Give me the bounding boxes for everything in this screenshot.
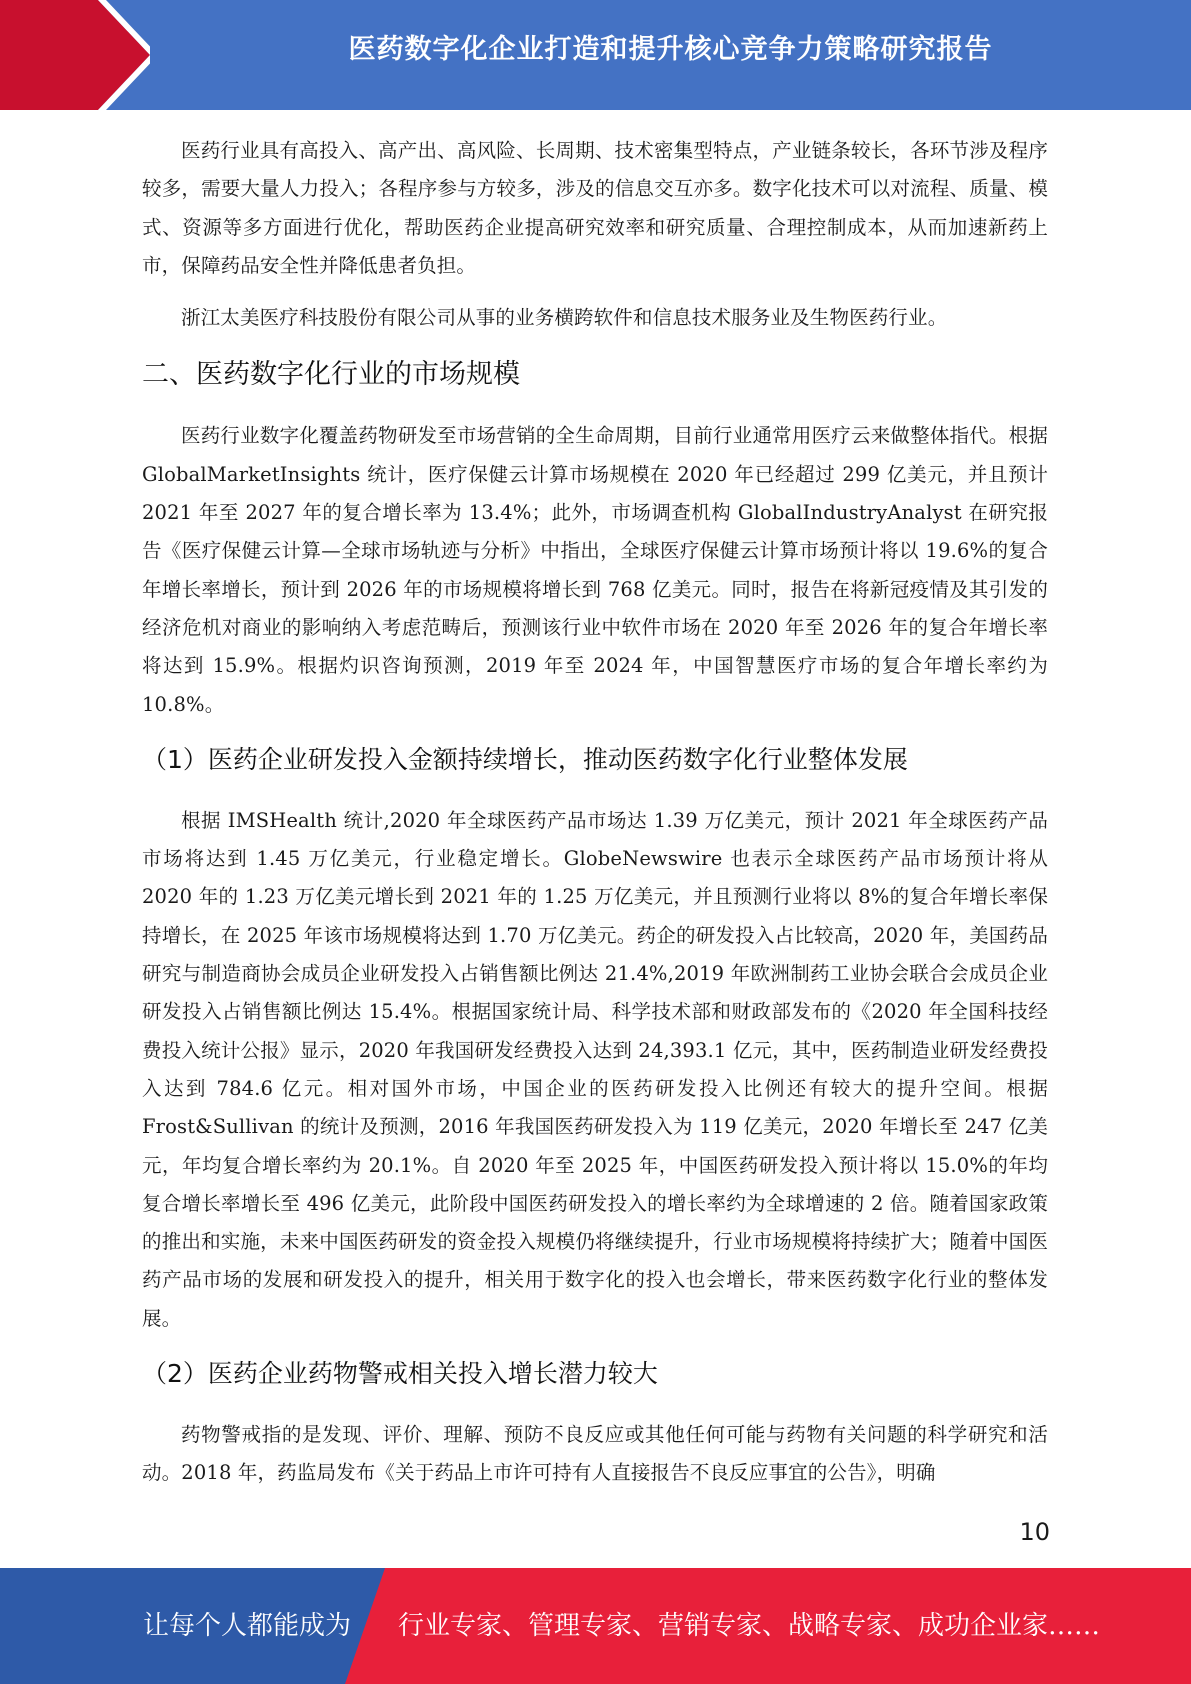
- document-body: [142, 132, 1048, 1493]
- paragraph-company: 浙江太美医疗科技股份有限公司从事的业务横跨软件和信息技术服务业及生物医药行业。: [181, 306, 948, 330]
- paragraph-intro: 医药行业具有高投入、高产出、高风险、长周期、技术密集型特点，产业链条较长，各环节涉及程序较多，需要大量人力投入；各程序参与方较多，涉及的信息交互亦多。数字化技术可以对流程、质量、模式、资源等多方面进行优化，帮助医药企业提高研究效率和研究质量、合理控制成本，从而加速新药上市，保障药品安全性并降低患者负担。: [142, 139, 1048, 277]
- paragraph-pharmacovigilance: 药物警戒指的是发现、评价、理解、预防不良反应或其他任何可能与药物有关问题的科学研究和活动。2018 年，药监局发布《关于药品上市许可持有人直接报告不良反应事宜的公告》，明确: [142, 1423, 1048, 1485]
- footer-slogan-roles: 行业专家、管理专家、营销专家、战略专家、成功企业家……: [398, 1611, 1101, 1641]
- footer-slogan-lead: 让每个人都能成为: [143, 1611, 352, 1641]
- page-footer: [0, 1568, 1191, 1684]
- subheading-rd-investment: （1）医药企业研发投入金额持续增长，推动医药数字化行业整体发展: [142, 744, 908, 774]
- document-title: 医药数字化企业打造和提升核心竞争力策略研究报告: [348, 34, 993, 65]
- paragraph-rd-investment: 根据 IMSHealth 统计,2020 年全球医药产品市场达 1.39 万亿美元，预计 2021 年全球医药产品市场将达到 1.45 万亿美元，行业稳定增长。GlobeNewswire 也表示全球医药产品市场预计将从 2020 年的 1.23 万亿美元增长到 2021 年的 1.25 万亿美元，并且预测行业将以 8%的复合年增长率保持增长，在 2025 年该市场规模将达到 1.70 万亿美元。药企的研发投入占比较高，2020 年，美国药品研究与制造商协会成员企业研发投入占销售额比例达 21.4%,2019 年欧洲制药工业协会联合会成员企业研发投入占销售额比例达 15.4%。根据国家统计局、科学技术部和财政部发布的《2020 年全国科技经费投入统计公报》显示，2020 年我国研发经费投入达到 24,393.1 亿元，其中，医药制造业研发经费投入达到 784.6 亿元。相对国外市场，中国企业的医药研发投入比例还有较大的提升空间。根据 Frost&Sullivan 的统计及预测，2016 年我国医药研发投入为 119 亿美元，2020 年增长至 247 亿美元，年均复合增长率约为 20.1%。自 2020 年至 2025 年，中国医药研发投入预计将以 15.0%的年均复合增长率增长至 496 亿美元，此阶段中国医药研发投入的增长率约为全球增速的 2 倍。随着国家政策的推出和实施，未来中国医药研发的资金投入规模仍将继续提升，行业市场规模将持续扩大；随着中国医药产品市场的发展和研发投入的提升，相关用于数字化的投入也会增长，带来医药数字化行业的整体发展。: [142, 808, 1048, 1330]
- page-number: 10: [1019, 1518, 1050, 1546]
- subheading-pharmacovigilance: （2）医药企业药物警戒相关投入增长潜力较大: [142, 1359, 658, 1389]
- header-arrow-decoration: [0, 0, 150, 110]
- paragraph-market-size: 医药行业数字化覆盖药物研发至市场营销的全生命周期，目前行业通常用医疗云来做整体指代。根据 GlobalMarketInsights 统计，医疗保健云计算市场规模在 2020 年已经超过 299 亿美元，并且预计 2021 年至 2027 年的复合增长率为 13.4%；此外，市场调查机构 GlobalIndustryAnalyst 在研究报告《医疗保健云计算—全球市场轨迹与分析》中指出，全球医疗保健云计算市场预计将以 19.6%的复合年增长率增长，预计到 2026 年的市场规模将增长到 768 亿美元。同时，报告在将新冠疫情及其引发的经济危机对商业的影响纳入考虑范畴后，预测该行业中软件市场在 2020 年至 2026 年的复合年增长率将达到 15.9%。根据灼识咨询预测，2019 年至 2024 年，中国智慧医疗市场的复合年增长率约为 10.8%。: [142, 424, 1048, 716]
- section-heading-market-size: 二、医药数字化行业的市场规模: [142, 359, 520, 391]
- page-header: [0, 0, 1191, 110]
